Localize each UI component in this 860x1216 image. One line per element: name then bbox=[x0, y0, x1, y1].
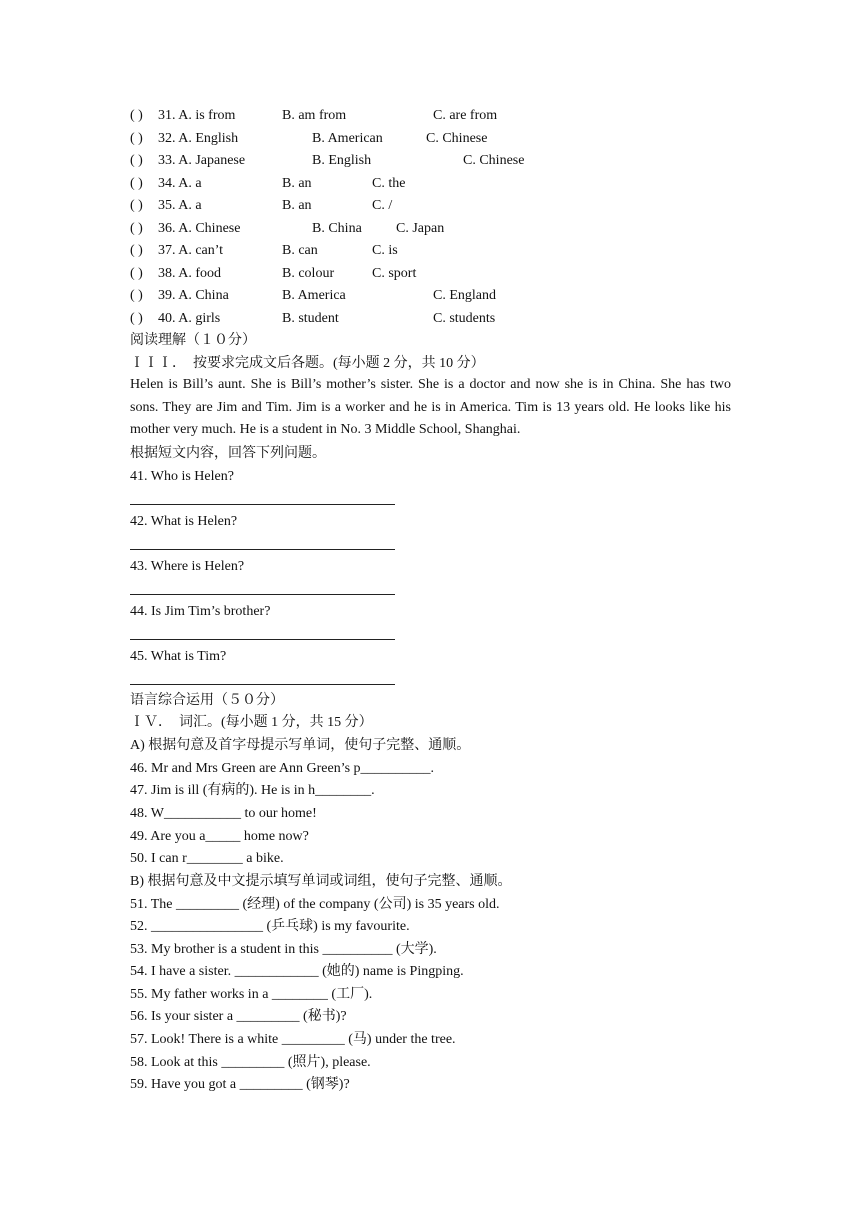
question-50: 50. I can r________ a bike. bbox=[130, 851, 284, 866]
option-c: C. sport bbox=[372, 266, 417, 281]
question-41: 41. Who is Helen? bbox=[130, 469, 234, 484]
option-b: B. China bbox=[312, 221, 362, 236]
answer-paren: ( ) bbox=[130, 288, 143, 303]
question-44: 44. Is Jim Tim’s brother? bbox=[130, 604, 271, 619]
question-48: 48. W___________ to our home! bbox=[130, 806, 317, 821]
option-c: C. Chinese bbox=[426, 131, 488, 146]
vocabulary-instruction: ＩＶ． 词汇。(每小题 1 分，共 15 分） bbox=[130, 715, 373, 730]
question-53: 53. My brother is a student in this __________ (大学). bbox=[130, 942, 437, 957]
option-c: C. is bbox=[372, 243, 398, 258]
question-58: 58. Look at this _________ (照片), please. bbox=[130, 1055, 371, 1070]
question-42: 42. What is Helen? bbox=[130, 514, 238, 529]
option-b: B. America bbox=[282, 288, 346, 303]
option-c: C. Chinese bbox=[463, 153, 525, 168]
question-49: 49. Are you a_____ home now? bbox=[130, 829, 309, 844]
question-55: 55. My father works in a ________ (工厂). bbox=[130, 987, 373, 1002]
answer-paren: ( ) bbox=[130, 176, 143, 191]
question-option-a: 31. A. is from bbox=[158, 108, 236, 123]
answer-line-44[interactable] bbox=[130, 639, 395, 640]
mc-row-35 bbox=[130, 197, 730, 215]
answer-line-45[interactable] bbox=[130, 684, 395, 685]
question-option-a: 32. A. English bbox=[158, 131, 239, 146]
reading-heading: 阅读理解（１０分） bbox=[130, 333, 256, 348]
mc-row-37 bbox=[130, 242, 730, 260]
question-43: 43. Where is Helen? bbox=[130, 559, 245, 574]
mc-row-34 bbox=[130, 175, 730, 193]
answer-paren: ( ) bbox=[130, 108, 143, 123]
question-46: 46. Mr and Mrs Green are Ann Green’s p__________. bbox=[130, 761, 435, 776]
language-heading: 语言综合运用（５０分） bbox=[130, 693, 284, 708]
part-a-instruction: A) 根据句意及首字母提示写单词，使句子完整、通顺。 bbox=[130, 738, 471, 753]
option-c: C. Japan bbox=[396, 221, 445, 236]
option-c: C. the bbox=[372, 176, 406, 191]
answer-line-43[interactable] bbox=[130, 594, 395, 595]
option-b: B. English bbox=[312, 153, 372, 168]
question-option-a: 37. A. can’t bbox=[158, 243, 224, 258]
option-b: B. am from bbox=[282, 108, 347, 123]
mc-row-38 bbox=[130, 265, 730, 283]
option-c: C. students bbox=[433, 311, 496, 326]
reading-prompt: 根据短文内容，回答下列问题。 bbox=[130, 446, 326, 461]
question-option-a: 35. A. a bbox=[158, 198, 202, 213]
mc-row-33 bbox=[130, 152, 730, 170]
option-c: C. are from bbox=[433, 108, 498, 123]
option-b: B. an bbox=[282, 176, 312, 191]
option-b: B. student bbox=[282, 311, 339, 326]
question-option-a: 39. A. China bbox=[158, 288, 229, 303]
option-b: B. colour bbox=[282, 266, 335, 281]
option-c: C. England bbox=[433, 288, 496, 303]
option-c: C. / bbox=[372, 198, 393, 213]
mc-row-31 bbox=[130, 107, 730, 125]
question-option-a: 36. A. Chinese bbox=[158, 221, 241, 236]
answer-paren: ( ) bbox=[130, 311, 143, 326]
answer-paren: ( ) bbox=[130, 243, 143, 258]
option-b: B. an bbox=[282, 198, 312, 213]
mc-row-40 bbox=[130, 310, 730, 328]
question-51: 51. The _________ (经理) of the company (公司) is 35 years old. bbox=[130, 897, 500, 912]
answer-line-41[interactable] bbox=[130, 504, 395, 505]
question-option-a: 40. A. girls bbox=[158, 311, 221, 326]
part-b-instruction: B) 根据句意及中文提示填写单词或词组，使句子完整、通顺。 bbox=[130, 874, 512, 889]
reading-instruction: ＩＩＩ． 按要求完成文后各题。(每小题 2 分，共 10 分） bbox=[130, 356, 485, 371]
mc-row-39 bbox=[130, 287, 730, 305]
question-59: 59. Have you got a _________ (钢琴)? bbox=[130, 1077, 350, 1092]
question-56: 56. Is your sister a _________ (秘书)? bbox=[130, 1009, 347, 1024]
question-option-a: 33. A. Japanese bbox=[158, 153, 246, 168]
question-option-a: 34. A. a bbox=[158, 176, 202, 191]
question-45: 45. What is Tim? bbox=[130, 649, 227, 664]
mc-row-36 bbox=[130, 220, 730, 238]
question-54: 54. I have a sister. ____________ (她的) name is Pingping. bbox=[130, 964, 464, 979]
option-b: B. American bbox=[312, 131, 383, 146]
answer-paren: ( ) bbox=[130, 131, 143, 146]
question-47: 47. Jim is ill (有病的). He is in h________. bbox=[130, 783, 375, 798]
reading-passage: Helen is Bill’s aunt. She is Bill’s mother’s sister. She is a doctor and now she is in China. She has two sons. They are Jim and Tim. Jim is a worker and he is in America. Tim is 13 years old. He looks like his mother very much. He is a student in No. 3 Middle School, Shanghai. bbox=[130, 377, 731, 438]
question-52: 52. ________________ (乒乓球) is my favourite. bbox=[130, 919, 410, 934]
question-57: 57. Look! There is a white _________ (马) under the tree. bbox=[130, 1032, 456, 1047]
option-b: B. can bbox=[282, 243, 318, 258]
answer-paren: ( ) bbox=[130, 198, 143, 213]
question-option-a: 38. A. food bbox=[158, 266, 222, 281]
mc-row-32 bbox=[130, 130, 730, 148]
answer-paren: ( ) bbox=[130, 221, 143, 236]
answer-paren: ( ) bbox=[130, 266, 143, 281]
answer-paren: ( ) bbox=[130, 153, 143, 168]
answer-line-42[interactable] bbox=[130, 549, 395, 550]
